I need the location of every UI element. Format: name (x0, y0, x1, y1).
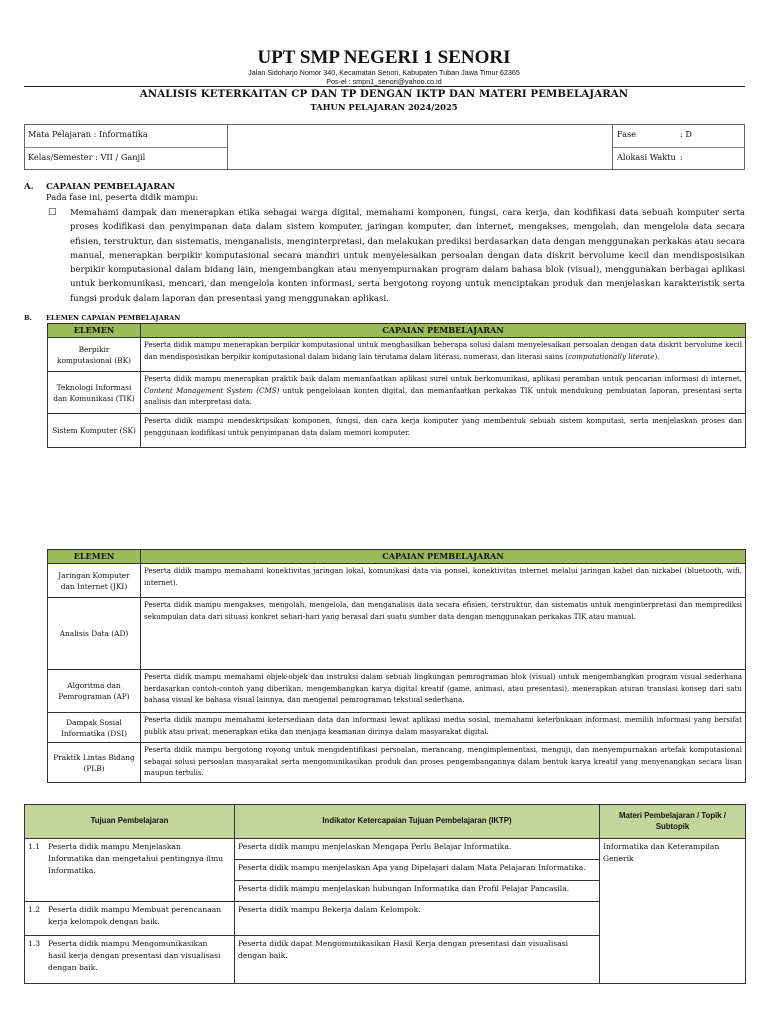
section-a-heading (24, 182, 175, 192)
info-table (24, 124, 745, 170)
materi-cell: Informatika dan Keterampilan Generik (600, 839, 746, 984)
info-row-divider (613, 147, 744, 148)
document-title: ANALISIS KETERKAITAN CP DAN TP DENGAN IKTP DAN MATERI PEMBELAJARAN (139, 88, 629, 100)
table-row (48, 713, 746, 743)
iktp-item: Peserta didik mampu Bekerja dalam Kelompok. (235, 902, 600, 936)
table-row (48, 414, 746, 448)
element-name: Algoritma dan Pemrograman (AP) (48, 670, 141, 713)
element-description: Peserta didik mampu bergotong royong untuk mengidentifikasi persoalan, merancang, mengimplementasi, menguji, dan menyempurnakan artefak komputasional sebagai solusi persoalan masyarakat serta mengomunikasikan produk dan proses pengembangannya dalam bentuk karya kreatif yang menyenangkan secara lisan maupun tertulis. (141, 743, 746, 783)
desc-text: Peserta didik mampu menerapkan praktik baik dalam memanfaatkan aplikasi surel untuk berkomunikasi, aplikasi peramban untuk pencarian informasi di internet, (144, 374, 742, 383)
table-row (25, 839, 746, 902)
iktp-item: Peserta didik mampu menjelaskan hubungan Informatika dan Profil Pelajar Pancasila. (235, 880, 599, 901)
iktp-item: Peserta didik mampu menjelaskan Mengapa Perlu Belajar Informatika. (238, 842, 512, 851)
iktp-item: Peserta didik dapat Mengomunikasikan Hasil Kerja dengan presentasi dan visualisasi dengan baik. (235, 936, 600, 984)
tp-cell (25, 902, 235, 936)
tp-text: Peserta didik mampu Mengomunikasikan hasil kerja dengan presentasi dan visualisasi dengan baik. (48, 939, 221, 972)
iktp-cell (235, 839, 600, 902)
tp-cell (25, 839, 235, 902)
header-elemen: ELEMEN (48, 324, 141, 338)
element-description: Peserta didik mampu mengakses, mengolah, mengelola, dan menganalisis data secara efisien, terstruktur, dan sistematis untuk menginterpretasi dan memprediksi sekumpulan data dari situasi konkret sehari-hari yang berasal dari suatu sumber data dengan menggunakan perkakas TIK atau manual. (141, 598, 746, 670)
section-b-letter: B. (24, 314, 32, 322)
element-name: Teknologi Informasi dan Komunikasi (TIK) (48, 372, 141, 414)
desc-text: ). (654, 351, 660, 361)
document-year: TAHUN PELAJARAN 2024/2025 (310, 102, 458, 112)
alokasi-value: : (680, 152, 683, 162)
section-a-intro: Pada fase ini, peserta didik mampu: (46, 192, 199, 202)
desc-italic: computationally literate (568, 351, 655, 361)
desc-text: Peserta didik mampu mendeskripsikan komponen, fungsi, dan cara kerja komputer yang membentuk sebuah sistem komputasi, serta menjelaskan proses dan penggunaan kodifikasi untuk penyimpanan data dalam memori komputer. (144, 416, 742, 437)
fase-label: Fase (617, 129, 637, 139)
capaian-paragraph: Memahami dampak dan menerapkan etika sebagai warga digital, memahami komponen, fungsi, cara kerja, dan kodifikasi data sebuah komputer serta proses kodifikasi dan penyimpanan data dalam sistem komputer, jaringan komputer, dan internet, mengakses, mengolah, dan mengelola data secara efisien, terstruktur, dan sistematis, menganalisis, menginterpretasi, dan melakukan prediksi berdasarkan data dengan menggunakan perkakas atau secara manual, menerapkan berpikir komputasional secara mandiri untuk menyelesaikan persoalan dengan data diskrit bervolume kecil dan mendisposisikan berpikir komputasional dalam bidang lain, mengembangkan atau menyempurnakan program dalam bahasa blok (visual), menggunakan berbagai aplikasi untuk berkomunikasi, mencari, dan mengelola konten informasi, serta bergotong royong untuk menciptakan produk dan menjelaskan karakteristik serta fungsi produk dalam laporan dan presentasi yang menggunakan aplikasi. (70, 208, 745, 304)
kelas-label: Kelas/Semester : VII / Ganjil (28, 152, 146, 162)
tp-number: 1.3 (28, 939, 41, 948)
section-a-letter: A. (24, 182, 34, 192)
school-name: UPT SMP NEGERI 1 SENORI (257, 47, 511, 68)
header-rule (24, 86, 745, 87)
element-description: Peserta didik mampu memahami konektivitas jaringan lokal, komunikasi data via ponsel, konektivitas internet melalui jaringan kabel dan nirkabel (bluetooth, wifi, internet). (141, 564, 746, 598)
header-tujuan: Tujuan Pembelajaran (25, 805, 235, 839)
element-name: Praktik Lintas Bidang (PLB) (48, 743, 141, 783)
element-description: Peserta didik mampu memahami ketersediaan data dan informasi lewat aplikasi media sosial, memahami keterbukaan informasi, memilih informasi yang bersifat publik atau privat, menerapkan etika dan menjaga keamanan dirinya dalam masyarakat digital. (141, 713, 746, 743)
element-name: Sistem Komputer (SK) (48, 414, 141, 448)
mapel-label: Mata Pelajaran : Informatika (28, 129, 148, 139)
element-table-1 (47, 323, 746, 448)
desc-italic: Content Management System (CMS) (144, 385, 280, 395)
element-name: Jaringan Komputer dan Internet (JKI) (48, 564, 141, 598)
tp-text: Peserta didik mampu Membuat perencanaan kerja kelompok dengan baik. (48, 905, 222, 926)
element-name: Dampak Sosial Informatika (DSI) (48, 713, 141, 743)
element-description (141, 414, 746, 448)
element-name: Analisis Data (AD) (48, 598, 141, 670)
fase-value: : D (680, 129, 692, 139)
table-row (48, 598, 746, 670)
tp-iktp-table (24, 804, 746, 984)
section-b-title: ELEMEN CAPAIAN PEMBELAJARAN (46, 314, 181, 322)
tp-cell (25, 936, 235, 984)
table-row (48, 564, 746, 598)
tp-text: Peserta didik mampu Menjelaskan Informatika dan mengetahui pentingnya ilmu Informatika. (48, 842, 224, 875)
desc-text: untuk pengelolaan konten digital, dan memanfaatkan perkakas TIK untuk mendukung pembuatan laporan, presentasi serta analisis dan interpretasi data. (144, 385, 742, 407)
section-a-title: CAPAIAN PEMBELAJARAN (46, 182, 175, 192)
element-name: Berpikir komputasional (BK) (48, 338, 141, 372)
tp-number: 1.2 (28, 905, 41, 914)
info-row-divider (25, 147, 227, 148)
header-capaian: CAPAIAN PEMBELAJARAN (141, 324, 746, 338)
school-email: Pos-el : smpn1_senori@yahoo.co.id (326, 77, 442, 86)
element-description (141, 338, 746, 372)
checkbox-bullet-icon: □ (48, 207, 57, 217)
header-elemen: ELEMEN (48, 550, 141, 564)
tp-number: 1.1 (28, 842, 41, 851)
table-row (48, 338, 746, 372)
school-address: Jalan Sidoharjo Nomor 340, Kecamatan Senori, Kabupaten Tuban Jawa Timur 62365 (248, 68, 520, 77)
table-row (48, 372, 746, 414)
alokasi-label: Alokasi Waktu (617, 152, 676, 162)
table-row (48, 743, 746, 783)
element-description (141, 372, 746, 414)
header-materi: Materi Pembelajaran / Topik / Subtopik (600, 805, 746, 839)
element-description: Peserta didik mampu memahami objek-objek dan instruksi dalam sebuah lingkungan pemrograman blok (visual) untuk mengembangkan program visual sederhana berdasarkan contoh-contoh yang diberikan, mengembangkan karya digital kreatif (game, animasi, atau presentasi), menerapkan aturan translasi konsep dari satu bahasa visual ke bahasa visual lainnya, dan mengenal pemrograman tekstual sederhana. (141, 670, 746, 713)
desc-text: Peserta didik mampu menerapkan berpikir komputasional untuk menghasilkan beberapa solusi dalam menyelesaikan persoalan dengan data diskrit bervolume kecil dan mendisposisikan berpikir komputasional dalam bidang lain terutama dalam literasi, numerasi, dan literasi sains ( (144, 340, 742, 361)
element-table-2 (47, 549, 746, 783)
section-b-heading (24, 314, 180, 322)
header-iktp: Indikator Ketercapaian Tujuan Pembelajaran (IKTP) (235, 805, 600, 839)
table-row (48, 670, 746, 713)
iktp-item: Peserta didik mampu menjelaskan Apa yang Dipelajari dalam Mata Pelajaran Informatika. (235, 859, 599, 880)
info-divider (227, 125, 228, 169)
header-capaian: CAPAIAN PEMBELAJARAN (141, 550, 746, 564)
